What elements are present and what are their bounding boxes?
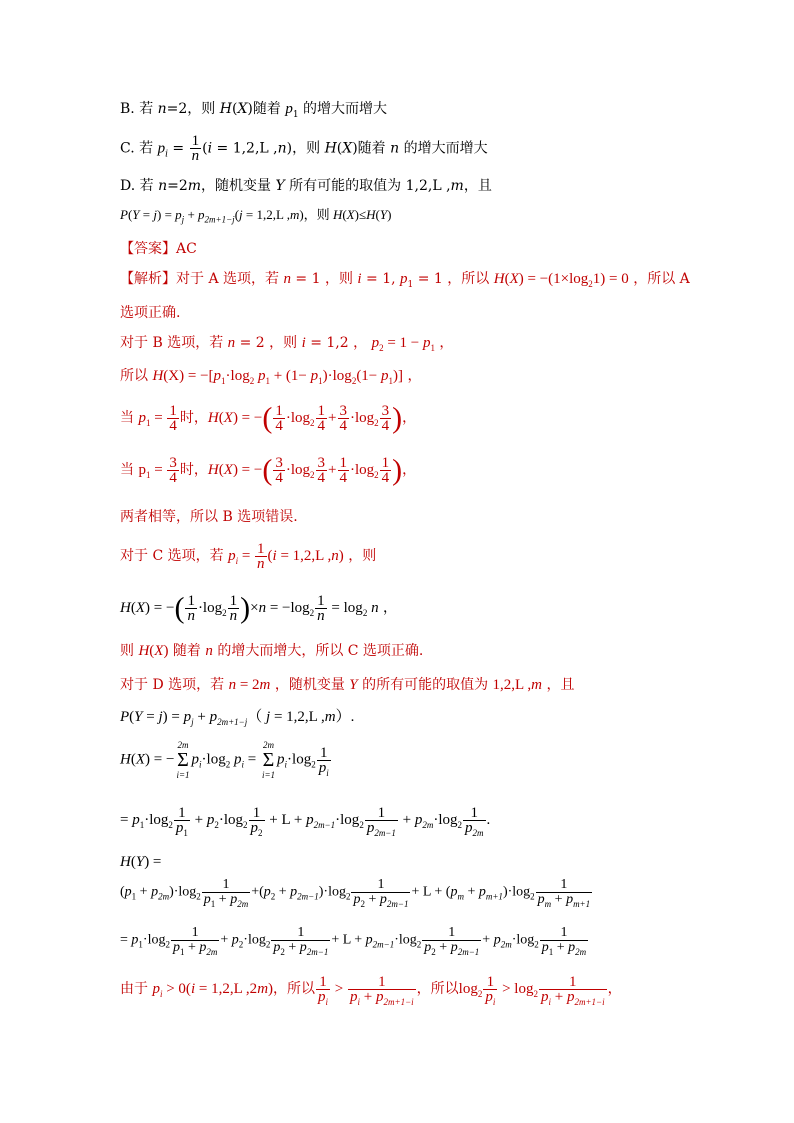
option-d-line1: D. 若 n=2m，随机变量 Y 所有可能的取值为 1,2,L ,m，且	[120, 178, 492, 194]
analysis-b-line1: 对于 B 选项，若 n = 2 ，则 i = 1,2 ， $p_2 = 1 - p_1$ ，	[120, 335, 454, 353]
analysis-c-line2: H(X) = −( $\frac{1}{n}$ $\cdot\log_2$ $\frac{1}{n}$ )$\times n = -\log_2$ $\frac{1}{n}$ = $\log_2 n$ ，	[120, 591, 398, 625]
analysis-a-line1: 【解析】对于 A 选项，若 n = 1 ，则 i = 1, $p_1 = 1$ ，所以 $H(X) = -(1\times\log_21) = 0$ ，所以 A	[120, 271, 690, 290]
option-d-line2: $P(Y = j) = p_j + p_{2m+1-j}(j = 1,2,L$ ,m)，则 H(X)≤H(Y)	[120, 207, 392, 225]
answer-line	[120, 240, 197, 258]
analysis-d-line1: 对于 D 选项，若 n = 2m ，随机变量 Y 的所有可能的取值为 1,2,L ,m ，且	[120, 677, 575, 693]
analysis-d-line8: 由于 $p_i > 0(i = 1,2,L$ ,2m)，所以 $\frac{1}{p_i}$ > $\frac{1}{p_i + p_{2m+1-i}}$ ，所以$\log_2$ $\frac{1}{p_i}$ > $\log_2$ $\frac{1}{p_i + p_{2m+1-i}}$ ，	[120, 974, 622, 1007]
analysis-b-line5: 两者相等，所以 B 选项错误.	[120, 509, 298, 525]
analysis-b-line3: 当 $p_1$ = $\frac{1}{4}$ 时，H(X) = −( $\frac{1}{4}$ $\cdot\log_2$ $\frac{1}{4}$ + $\frac{3}{4}$ $\cdot\log_2$ $\frac{3}{4}$ )，	[120, 401, 417, 435]
analysis-b-line4: 当 $p_1$ = $\frac{3}{4}$ 时，H(X) = −( $\frac{3}{4}$ $\cdot\log_2$ $\frac{3}{4}$ + $\frac{1}{4}$ $\cdot\log_2$ $\frac{1}{4}$ )，	[120, 453, 417, 487]
analysis-d-line6: $(p_1 + p_{2m})\cdot\log_2$ $\frac{1}{p_1 + p_{2m}}$ $+(p_2 + p_{2m-1})\cdot\log_2$ $\frac{1}{p_2 + p_{2m-1}}$ + $L + (p_m + p_{m+1})\cdot\log_2$ $\frac{1}{p_m + p_{m+1}}$	[120, 877, 591, 909]
analysis-c-line3: 则 H(X) 随着 n 的增大而增大，所以 C 选项正确.	[120, 643, 424, 659]
analysis-tag: 【解析】	[120, 271, 176, 287]
analysis-d-line4: = $p_1\cdot\log_2$ $\frac{1}{p_1}$ + $p_2\cdot\log_2$ $\frac{1}{p_2}$ + $L + p_{2m-1}\cdot\log_2$ $\frac{1}{p_{2m-1}}$ + $p_{2m}\cdot\log_2$ $\frac{1}{p_{2m}}$ .	[120, 805, 491, 838]
answer-value: AC	[176, 241, 197, 257]
analysis-c-line1: 对于 C 选项，若 $p_i$ = $\frac{1}{n}$ (i = 1,2,L ,n) ，则	[120, 541, 377, 572]
analysis-a-line2: 选项正确.	[120, 305, 181, 321]
analysis-b-line2: 所以 $H(X) = -[p_1\cdot\log_2$ $p_1 + (1- p_1)\cdot\log_2(1- p_1)$] ，	[120, 368, 422, 386]
analysis-d-line2: $P(Y = j) = p_j + p_{2m+1-j}$（ j = 1,2,L ,m）.	[120, 709, 355, 727]
option-c: C. 若 $p_i$ = $\frac{1}{n}$ (i = 1,2,L ,n)，则 H(X)随着 n 的增大而增大	[120, 133, 488, 164]
analysis-d-line7: = $p_1\cdot\log_2$ $\frac{1}{p_1 + p_{2m}}$ + $p_2\cdot\log_2$ $\frac{1}{p_2 + p_{2m-1}}$ + $L + p_{2m-1}\cdot\log_2$ $\frac{1}{p_2 + p_{2m-1}}$ + $p_{2m}\cdot\log_2$ $\frac{1}{p_1 + p_{2m}}$	[120, 925, 587, 957]
analysis-d-line3: H(X) = − 2m Σ i=1 $p_i\cdot\log_2$ $p_i$ = 2m Σ i=1 $p_i\cdot\log_2$ $\frac{1}{p_i}$	[120, 740, 329, 780]
option-b: B. 若 n=2，则 H(X)随着 $p_1$ 的增大而增大	[120, 101, 388, 120]
analysis-d-line5: H(Y) =	[120, 854, 162, 870]
answer-tag: 【答案】	[120, 241, 176, 257]
